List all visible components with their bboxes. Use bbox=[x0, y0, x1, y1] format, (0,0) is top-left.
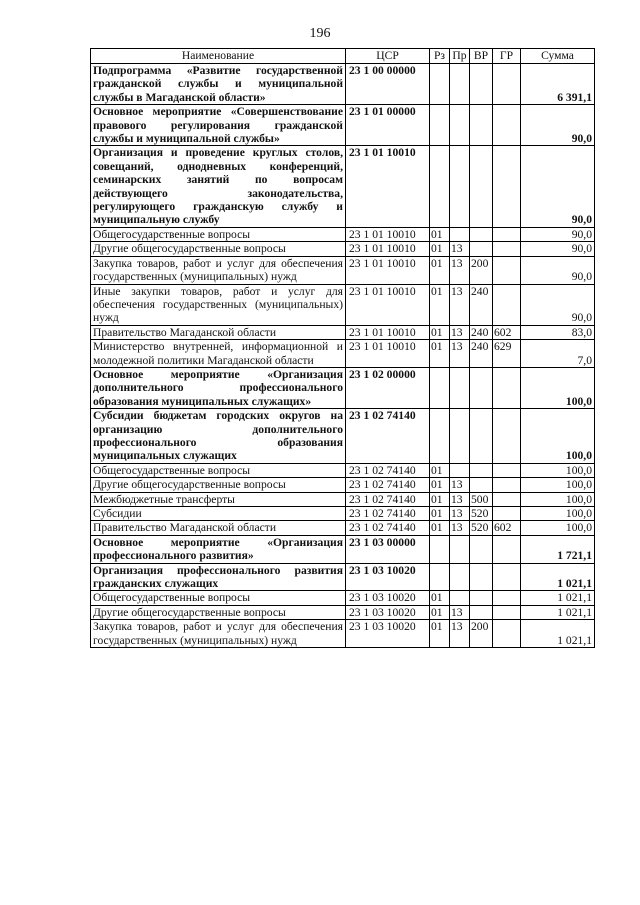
cell-vr: 240 bbox=[470, 325, 493, 339]
cell-csr: 23 1 02 00000 bbox=[346, 367, 430, 408]
cell-pr: 13 bbox=[450, 605, 470, 619]
cell-pr bbox=[450, 367, 470, 408]
cell-vr: 200 bbox=[470, 620, 493, 648]
cell-vr: 520 bbox=[470, 507, 493, 521]
cell-gr bbox=[493, 463, 521, 477]
cell-csr: 23 1 03 10020 bbox=[346, 591, 430, 605]
table-row bbox=[91, 146, 595, 227]
cell-name: Правительство Магаданской области bbox=[91, 521, 346, 535]
cell-pr bbox=[450, 64, 470, 105]
cell-gr bbox=[493, 256, 521, 284]
cell-pr: 13 bbox=[450, 478, 470, 492]
table-row bbox=[91, 620, 595, 648]
cell-gr bbox=[493, 507, 521, 521]
cell-rz bbox=[430, 409, 450, 464]
cell-name: Иные закупки товаров, работ и услуг для обеспечения государственных (муниципальных) нужд bbox=[91, 284, 346, 325]
cell-csr: 23 1 01 10010 bbox=[346, 256, 430, 284]
cell-name: Субсидии bbox=[91, 507, 346, 521]
cell-name: Основное мероприятие «Организация профессионального развития» bbox=[91, 535, 346, 563]
cell-sum: 100,0 bbox=[521, 409, 595, 464]
cell-rz: 01 bbox=[430, 521, 450, 535]
cell-name: Закупка товаров, работ и услуг для обеспечения государственных (муниципальных) нужд bbox=[91, 256, 346, 284]
cell-gr bbox=[493, 563, 521, 591]
cell-csr: 23 1 01 10010 bbox=[346, 242, 430, 256]
cell-vr: 200 bbox=[470, 256, 493, 284]
cell-sum: 1 721,1 bbox=[521, 535, 595, 563]
cell-rz: 01 bbox=[430, 507, 450, 521]
cell-gr bbox=[493, 620, 521, 648]
cell-gr bbox=[493, 227, 521, 241]
cell-csr: 23 1 03 10020 bbox=[346, 563, 430, 591]
table-row bbox=[91, 478, 595, 492]
header-sum: Сумма bbox=[521, 49, 595, 64]
cell-pr: 13 bbox=[450, 325, 470, 339]
cell-gr bbox=[493, 591, 521, 605]
cell-csr: 23 1 01 10010 bbox=[346, 340, 430, 368]
cell-pr bbox=[450, 227, 470, 241]
cell-rz: 01 bbox=[430, 340, 450, 368]
cell-vr bbox=[470, 605, 493, 619]
table-row bbox=[91, 105, 595, 146]
cell-gr bbox=[493, 478, 521, 492]
cell-gr bbox=[493, 146, 521, 227]
cell-name: Другие общегосударственные вопросы bbox=[91, 242, 346, 256]
cell-pr: 13 bbox=[450, 340, 470, 368]
cell-rz: 01 bbox=[430, 325, 450, 339]
cell-vr bbox=[470, 64, 493, 105]
cell-sum: 90,0 bbox=[521, 227, 595, 241]
header-gr: ГР bbox=[493, 49, 521, 64]
cell-sum: 7,0 bbox=[521, 340, 595, 368]
cell-name: Другие общегосударственные вопросы bbox=[91, 605, 346, 619]
cell-vr: 240 bbox=[470, 340, 493, 368]
cell-name: Общегосударственные вопросы bbox=[91, 463, 346, 477]
cell-sum: 90,0 bbox=[521, 284, 595, 325]
cell-rz bbox=[430, 535, 450, 563]
cell-rz bbox=[430, 146, 450, 227]
cell-gr bbox=[493, 535, 521, 563]
cell-pr: 13 bbox=[450, 242, 470, 256]
cell-gr bbox=[493, 242, 521, 256]
cell-sum: 6 391,1 bbox=[521, 64, 595, 105]
cell-pr bbox=[450, 146, 470, 227]
page-number: 196 bbox=[309, 26, 331, 41]
cell-vr bbox=[470, 146, 493, 227]
cell-pr bbox=[450, 105, 470, 146]
cell-csr: 23 1 03 00000 bbox=[346, 535, 430, 563]
cell-sum: 100,0 bbox=[521, 478, 595, 492]
cell-rz: 01 bbox=[430, 256, 450, 284]
cell-rz bbox=[430, 563, 450, 591]
cell-gr bbox=[493, 105, 521, 146]
cell-sum: 1 021,1 bbox=[521, 591, 595, 605]
cell-gr: 602 bbox=[493, 521, 521, 535]
budget-table bbox=[90, 48, 595, 648]
cell-csr: 23 1 02 74140 bbox=[346, 409, 430, 464]
header-rz: Рз bbox=[430, 49, 450, 64]
cell-rz bbox=[430, 64, 450, 105]
cell-csr: 23 1 02 74140 bbox=[346, 507, 430, 521]
cell-sum: 100,0 bbox=[521, 492, 595, 506]
cell-rz: 01 bbox=[430, 242, 450, 256]
cell-csr: 23 1 01 00000 bbox=[346, 105, 430, 146]
cell-name: Закупка товаров, работ и услуг для обеспечения государственных (муниципальных) нужд bbox=[91, 620, 346, 648]
cell-pr bbox=[450, 535, 470, 563]
cell-vr bbox=[470, 242, 493, 256]
cell-pr: 13 bbox=[450, 521, 470, 535]
cell-sum: 90,0 bbox=[521, 105, 595, 146]
table-row bbox=[91, 367, 595, 408]
cell-pr: 13 bbox=[450, 492, 470, 506]
cell-name: Другие общегосударственные вопросы bbox=[91, 478, 346, 492]
cell-vr bbox=[470, 478, 493, 492]
table-row bbox=[91, 64, 595, 105]
table-row bbox=[91, 256, 595, 284]
cell-vr bbox=[470, 563, 493, 591]
cell-sum: 90,0 bbox=[521, 242, 595, 256]
table-row bbox=[91, 591, 595, 605]
cell-sum: 100,0 bbox=[521, 507, 595, 521]
cell-csr: 23 1 02 74140 bbox=[346, 492, 430, 506]
cell-vr bbox=[470, 367, 493, 408]
cell-name: Общегосударственные вопросы bbox=[91, 227, 346, 241]
cell-sum: 1 021,1 bbox=[521, 605, 595, 619]
cell-sum: 1 021,1 bbox=[521, 620, 595, 648]
cell-vr bbox=[470, 409, 493, 464]
cell-csr: 23 1 03 10020 bbox=[346, 605, 430, 619]
cell-vr: 500 bbox=[470, 492, 493, 506]
cell-gr bbox=[493, 284, 521, 325]
cell-name: Основное мероприятие «Совершенствование правового регулирования гражданской службы и муниципальной службы» bbox=[91, 105, 346, 146]
cell-rz bbox=[430, 105, 450, 146]
cell-csr: 23 1 03 10020 bbox=[346, 620, 430, 648]
cell-vr bbox=[470, 227, 493, 241]
header-csr: ЦСР bbox=[346, 49, 430, 64]
cell-csr: 23 1 02 74140 bbox=[346, 478, 430, 492]
cell-rz: 01 bbox=[430, 605, 450, 619]
table-row bbox=[91, 284, 595, 325]
cell-sum: 100,0 bbox=[521, 463, 595, 477]
cell-rz: 01 bbox=[430, 591, 450, 605]
cell-pr: 13 bbox=[450, 284, 470, 325]
cell-name: Организация профессионального развития гражданских служащих bbox=[91, 563, 346, 591]
cell-pr bbox=[450, 591, 470, 605]
cell-sum: 90,0 bbox=[521, 146, 595, 227]
cell-gr bbox=[493, 64, 521, 105]
cell-rz: 01 bbox=[430, 620, 450, 648]
cell-pr: 13 bbox=[450, 507, 470, 521]
table-row bbox=[91, 535, 595, 563]
table-row bbox=[91, 521, 595, 535]
cell-csr: 23 1 01 10010 bbox=[346, 227, 430, 241]
cell-sum: 90,0 bbox=[521, 256, 595, 284]
cell-pr bbox=[450, 563, 470, 591]
cell-csr: 23 1 02 74140 bbox=[346, 463, 430, 477]
table-header-row bbox=[91, 49, 595, 64]
cell-pr: 13 bbox=[450, 620, 470, 648]
cell-sum: 100,0 bbox=[521, 521, 595, 535]
cell-vr: 520 bbox=[470, 521, 493, 535]
cell-csr: 23 1 01 10010 bbox=[346, 325, 430, 339]
table-row bbox=[91, 492, 595, 506]
cell-rz: 01 bbox=[430, 492, 450, 506]
cell-rz: 01 bbox=[430, 478, 450, 492]
table-row bbox=[91, 563, 595, 591]
cell-pr bbox=[450, 409, 470, 464]
cell-sum: 83,0 bbox=[521, 325, 595, 339]
table-row bbox=[91, 409, 595, 464]
cell-name: Правительство Магаданской области bbox=[91, 325, 346, 339]
cell-rz: 01 bbox=[430, 227, 450, 241]
table-row bbox=[91, 325, 595, 339]
cell-vr bbox=[470, 105, 493, 146]
cell-rz: 01 bbox=[430, 463, 450, 477]
cell-gr bbox=[493, 605, 521, 619]
cell-csr: 23 1 01 10010 bbox=[346, 284, 430, 325]
cell-pr: 13 bbox=[450, 256, 470, 284]
cell-csr: 23 1 02 74140 bbox=[346, 521, 430, 535]
table-row bbox=[91, 605, 595, 619]
cell-sum: 100,0 bbox=[521, 367, 595, 408]
cell-name: Министерство внутренней, информационной и молодежной политики Магаданской области bbox=[91, 340, 346, 368]
header-name: Наименование bbox=[91, 49, 346, 64]
cell-name: Общегосударственные вопросы bbox=[91, 591, 346, 605]
cell-vr bbox=[470, 591, 493, 605]
header-vr: ВР bbox=[470, 49, 493, 64]
cell-gr bbox=[493, 367, 521, 408]
cell-csr: 23 1 01 10010 bbox=[346, 146, 430, 227]
cell-sum: 1 021,1 bbox=[521, 563, 595, 591]
cell-name: Основное мероприятие «Организация дополнительного профессионального образования муниципальных служащих» bbox=[91, 367, 346, 408]
cell-pr bbox=[450, 463, 470, 477]
cell-gr: 629 bbox=[493, 340, 521, 368]
header-pr: Пр bbox=[450, 49, 470, 64]
table-row bbox=[91, 463, 595, 477]
cell-rz: 01 bbox=[430, 284, 450, 325]
cell-gr bbox=[493, 492, 521, 506]
cell-vr: 240 bbox=[470, 284, 493, 325]
table-row bbox=[91, 242, 595, 256]
table-row bbox=[91, 507, 595, 521]
cell-name: Подпрограмма «Развитие государственной гражданской службы и муниципальной службы в Магаданской области» bbox=[91, 64, 346, 105]
cell-name: Субсидии бюджетам городских округов на организацию дополнительного профессионального образования муниципальных служащих bbox=[91, 409, 346, 464]
table-row bbox=[91, 227, 595, 241]
cell-vr bbox=[470, 535, 493, 563]
cell-gr: 602 bbox=[493, 325, 521, 339]
cell-gr bbox=[493, 409, 521, 464]
cell-rz bbox=[430, 367, 450, 408]
table-row bbox=[91, 340, 595, 368]
cell-name: Организация и проведение круглых столов, совещаний, однодневных конференций, семинарских занятий по вопросам действующего законодательства, регулирующего гражданскую службу и муниципальную службу bbox=[91, 146, 346, 227]
cell-name: Межбюджетные трансферты bbox=[91, 492, 346, 506]
cell-vr bbox=[470, 463, 493, 477]
cell-csr: 23 1 00 00000 bbox=[346, 64, 430, 105]
